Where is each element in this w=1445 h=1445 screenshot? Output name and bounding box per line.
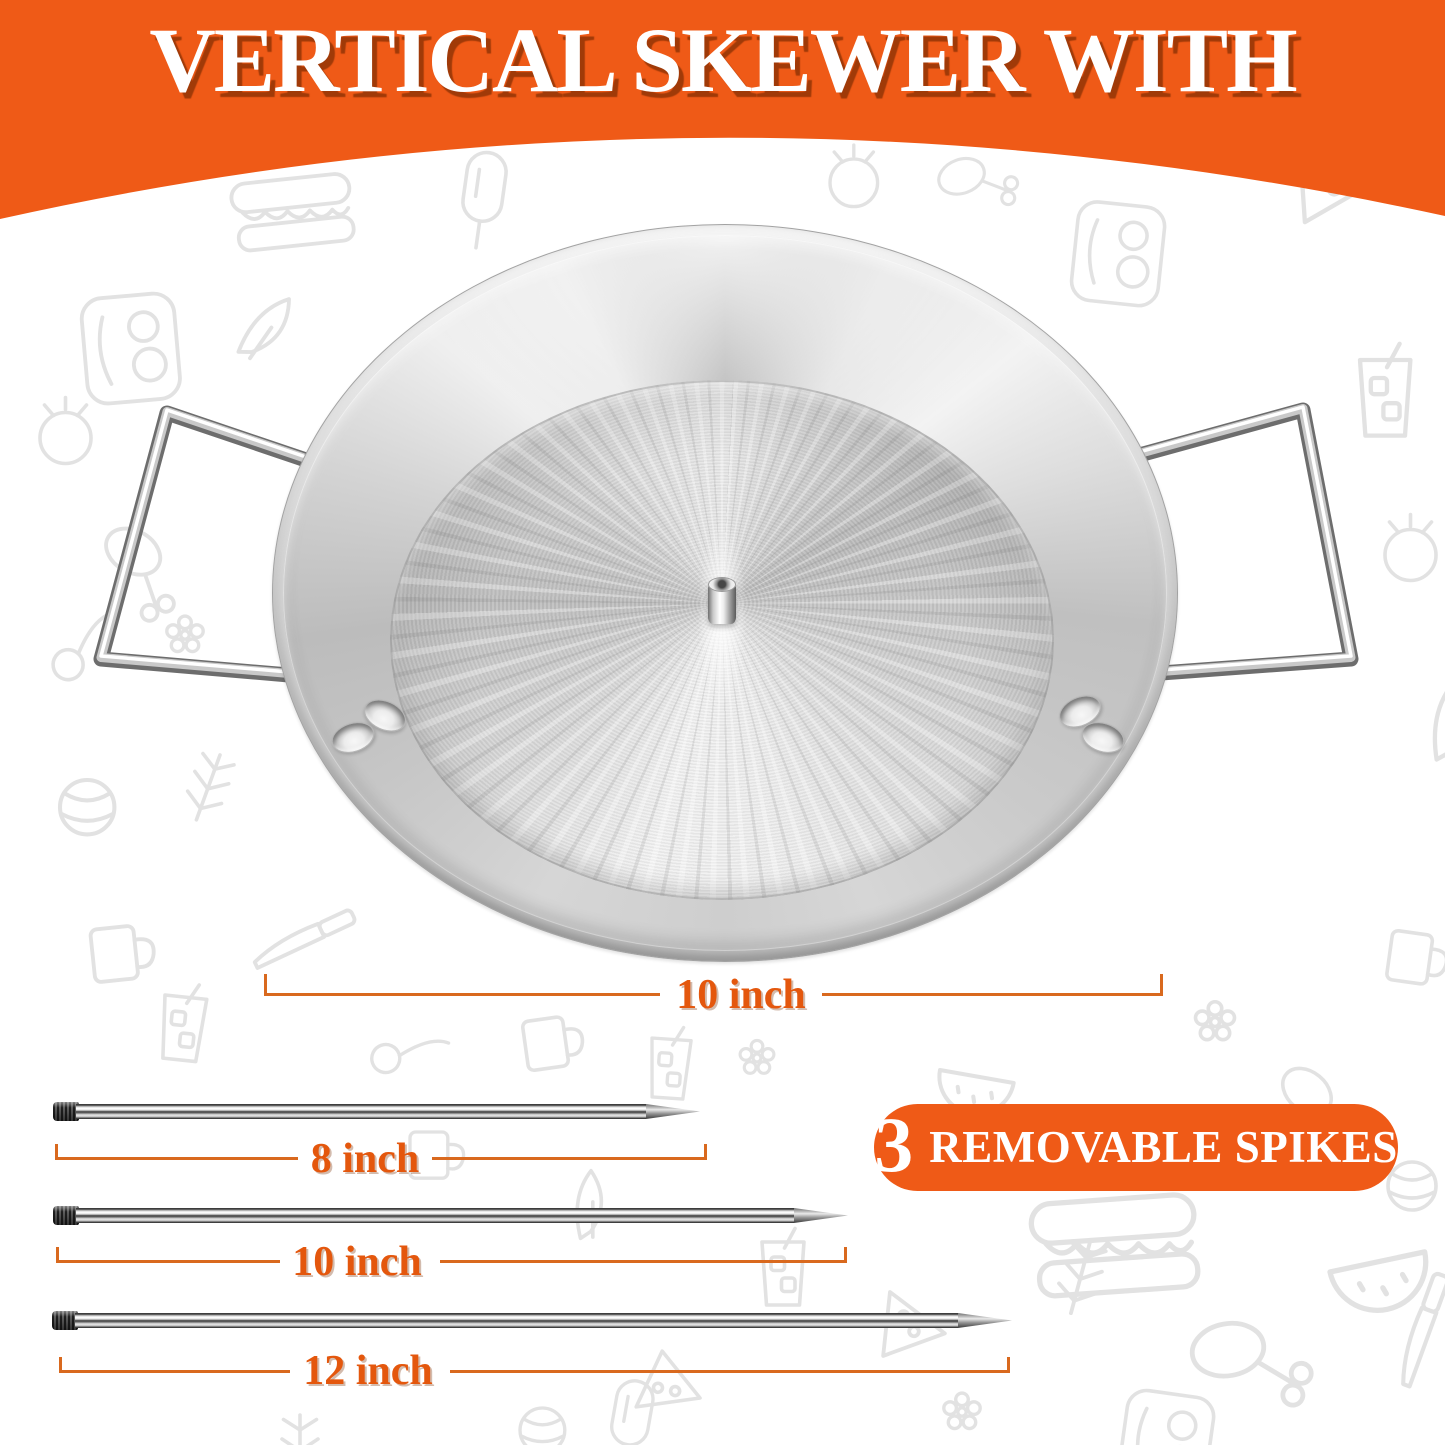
header-banner [0, 0, 1445, 240]
skewer-rod [76, 1208, 794, 1223]
page-title: VERTICAL SKEWER WITH [149, 9, 1296, 111]
dimension-line [822, 993, 1163, 996]
badge-label: REMOVABLE SPIKES [929, 1122, 1398, 1172]
dimension-line [59, 1370, 290, 1373]
paella-pan [272, 224, 1178, 962]
skewer-12-label: 12 inch [303, 1348, 433, 1394]
skewer-8-label: 8 inch [310, 1136, 420, 1182]
skewer-10-label: 10 inch [292, 1239, 422, 1285]
dimension-line [450, 1370, 1010, 1373]
center-skewer-socket [708, 582, 736, 624]
pan-bottom-surface [390, 380, 1054, 900]
spike-count: 3 [874, 1100, 914, 1188]
pan-dimension-label: 10 inch [676, 972, 806, 1018]
skewer-rod [76, 1104, 646, 1119]
removable-spikes-badge [874, 1100, 1398, 1191]
skewer-rod [75, 1313, 958, 1328]
dimension-line [440, 1260, 847, 1263]
dimension-line [264, 993, 660, 996]
